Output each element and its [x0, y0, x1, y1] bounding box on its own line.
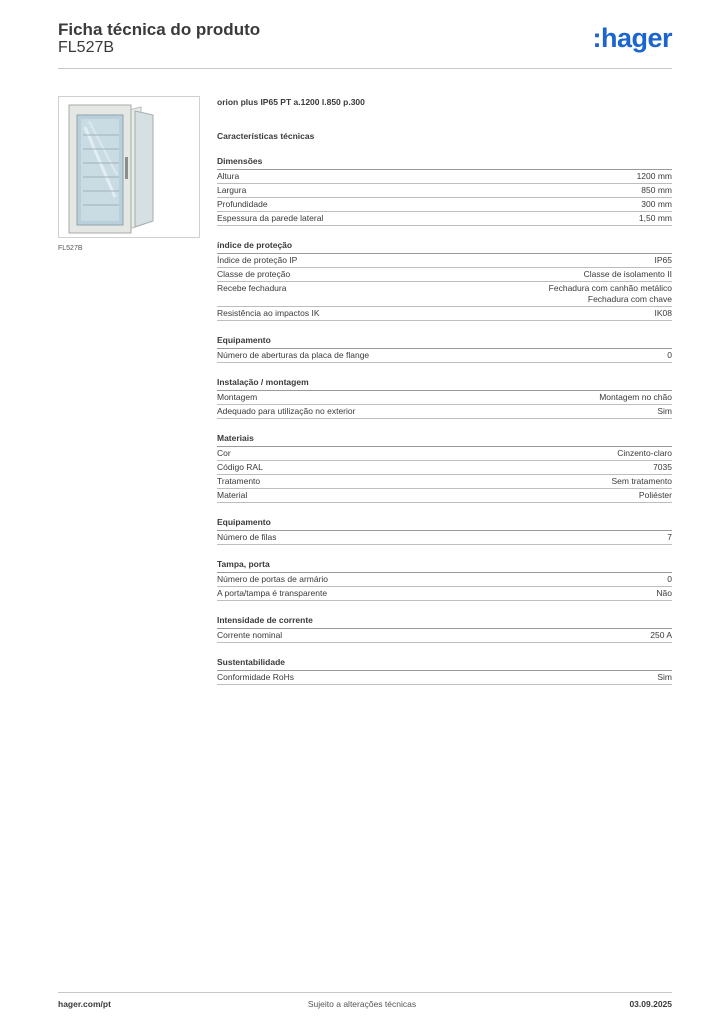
- spec-label: Conformidade RoHs: [217, 672, 295, 682]
- spec-label: Número de aberturas da placa de flange: [217, 350, 370, 360]
- spec-label: Classe de proteção: [217, 269, 291, 279]
- section-header: Sustentabilidade: [217, 657, 672, 671]
- spec-value-line: Sim: [657, 406, 672, 416]
- section-header: Dimensões: [217, 156, 672, 170]
- spec-value: [599, 392, 672, 403]
- page-title: Ficha técnica do produto: [58, 20, 261, 39]
- spec-label: A porta/tampa é transparente: [217, 588, 328, 598]
- spec-row: [217, 671, 672, 685]
- spec-row: [217, 184, 672, 198]
- section-header: Instalação / montagem: [217, 377, 672, 391]
- spec-value: [667, 350, 672, 361]
- spec-label: Largura: [217, 185, 247, 195]
- spec-value: [641, 185, 672, 196]
- spec-row: [217, 461, 672, 475]
- spec-label: Adequado para utilização no exterior: [217, 406, 356, 416]
- product-name: orion plus IP65 PT a.1200 l.850 p.300: [217, 97, 365, 107]
- spec-row: [217, 447, 672, 461]
- cabinet-illustration: [59, 97, 199, 237]
- spec-row: [217, 198, 672, 212]
- spec-sections: [217, 156, 672, 685]
- spec-value: [584, 269, 672, 280]
- spec-value: [639, 490, 672, 501]
- spec-value-line: 0: [667, 574, 672, 584]
- spec-row: [217, 170, 672, 184]
- spec-label: Recebe fechadura: [217, 283, 287, 293]
- spec-label: Espessura da parede lateral: [217, 213, 324, 223]
- spec-row: [217, 587, 672, 601]
- spec-value-line: 7035: [653, 462, 672, 472]
- product-image: [58, 96, 200, 238]
- spec-value-line: Fechadura com canhão metálico: [548, 283, 672, 293]
- spec-value: [612, 476, 672, 487]
- section-header: Materiais: [217, 433, 672, 447]
- product-code: FL527B: [58, 39, 115, 56]
- hager-logo: :hager: [592, 23, 672, 53]
- section-header: Equipamento: [217, 517, 672, 531]
- spec-label: Índice de proteção IP: [217, 255, 298, 265]
- spec-value-line: 250 A: [650, 630, 672, 640]
- spec-row: [217, 489, 672, 503]
- spec-value-line: IK08: [654, 308, 672, 318]
- image-caption: FL527B: [58, 245, 83, 252]
- spec-row: [217, 349, 672, 363]
- section-header: Tampa, porta: [217, 559, 672, 573]
- spec-value: [667, 574, 672, 585]
- spec-value-line: 850 mm: [641, 185, 672, 195]
- spec-value-line: Classe de isolamento II: [583, 269, 672, 279]
- spec-label: Número de portas de armário: [217, 574, 329, 584]
- spec-value-line: Sem tratamento: [611, 476, 672, 486]
- footer-notice: Sujeito a alterações técnicas: [307, 999, 417, 1009]
- spec-row: [217, 268, 672, 282]
- footer-website: hager.com/pt: [58, 999, 111, 1009]
- spec-row: [217, 212, 672, 226]
- spec-row: [217, 391, 672, 405]
- spec-row: [217, 405, 672, 419]
- section-header: Intensidade de corrente: [217, 615, 672, 629]
- footer-date: 03.09.2025: [629, 999, 672, 1009]
- spec-row: [217, 282, 672, 307]
- spec-value-line: 300 mm: [641, 199, 672, 209]
- spec-label: Altura: [217, 171, 240, 181]
- spec-value: [656, 588, 672, 599]
- spec-value-line: Não: [656, 588, 672, 598]
- spec-label: Código RAL: [217, 462, 263, 472]
- spec-value-line: Montagem no chão: [599, 392, 672, 402]
- footer-divider: [58, 992, 672, 993]
- spec-value: [650, 630, 672, 641]
- spec-value-line: Fechadura com chave: [587, 294, 672, 304]
- specifications: [217, 96, 672, 685]
- spec-value-line: 1,50 mm: [638, 213, 672, 223]
- spec-value: [637, 171, 672, 182]
- spec-label: Número de filas: [217, 532, 277, 542]
- spec-value: [657, 672, 672, 683]
- spec-row: [217, 307, 672, 321]
- section-header: índice de proteção: [217, 240, 672, 254]
- section-header: Equipamento: [217, 335, 672, 349]
- spec-value: [549, 283, 672, 305]
- spec-value-line: Poliéster: [638, 490, 672, 500]
- spec-value-line: IP65: [654, 255, 672, 265]
- spec-row: [217, 254, 672, 268]
- spec-row: [217, 573, 672, 587]
- spec-label: Material: [217, 490, 248, 500]
- spec-label: Resistência ao impactos IK: [217, 308, 320, 318]
- spec-value: [657, 406, 672, 417]
- header-divider: [58, 68, 672, 69]
- spec-label: Cor: [217, 448, 231, 458]
- spec-value: [655, 255, 673, 266]
- spec-value-line: 7: [667, 532, 672, 542]
- spec-label: Profundidade: [217, 199, 268, 209]
- spec-value: [653, 462, 672, 473]
- spec-value: [617, 448, 672, 459]
- spec-value-line: Cinzento-claro: [617, 448, 672, 458]
- spec-label: Corrente nominal: [217, 630, 283, 640]
- spec-value-line: 0: [667, 350, 672, 360]
- spec-value-line: Sim: [657, 672, 672, 682]
- spec-value: [639, 213, 672, 224]
- spec-label: Tratamento: [217, 476, 261, 486]
- spec-value: [667, 532, 672, 543]
- spec-row: [217, 629, 672, 643]
- spec-value: [655, 308, 673, 319]
- spec-row: [217, 531, 672, 545]
- spec-value-line: 1200 mm: [636, 171, 672, 181]
- spec-value: [641, 199, 672, 210]
- specs-title: Características técnicas: [217, 131, 315, 141]
- spec-row: [217, 475, 672, 489]
- spec-label: Montagem: [217, 392, 258, 402]
